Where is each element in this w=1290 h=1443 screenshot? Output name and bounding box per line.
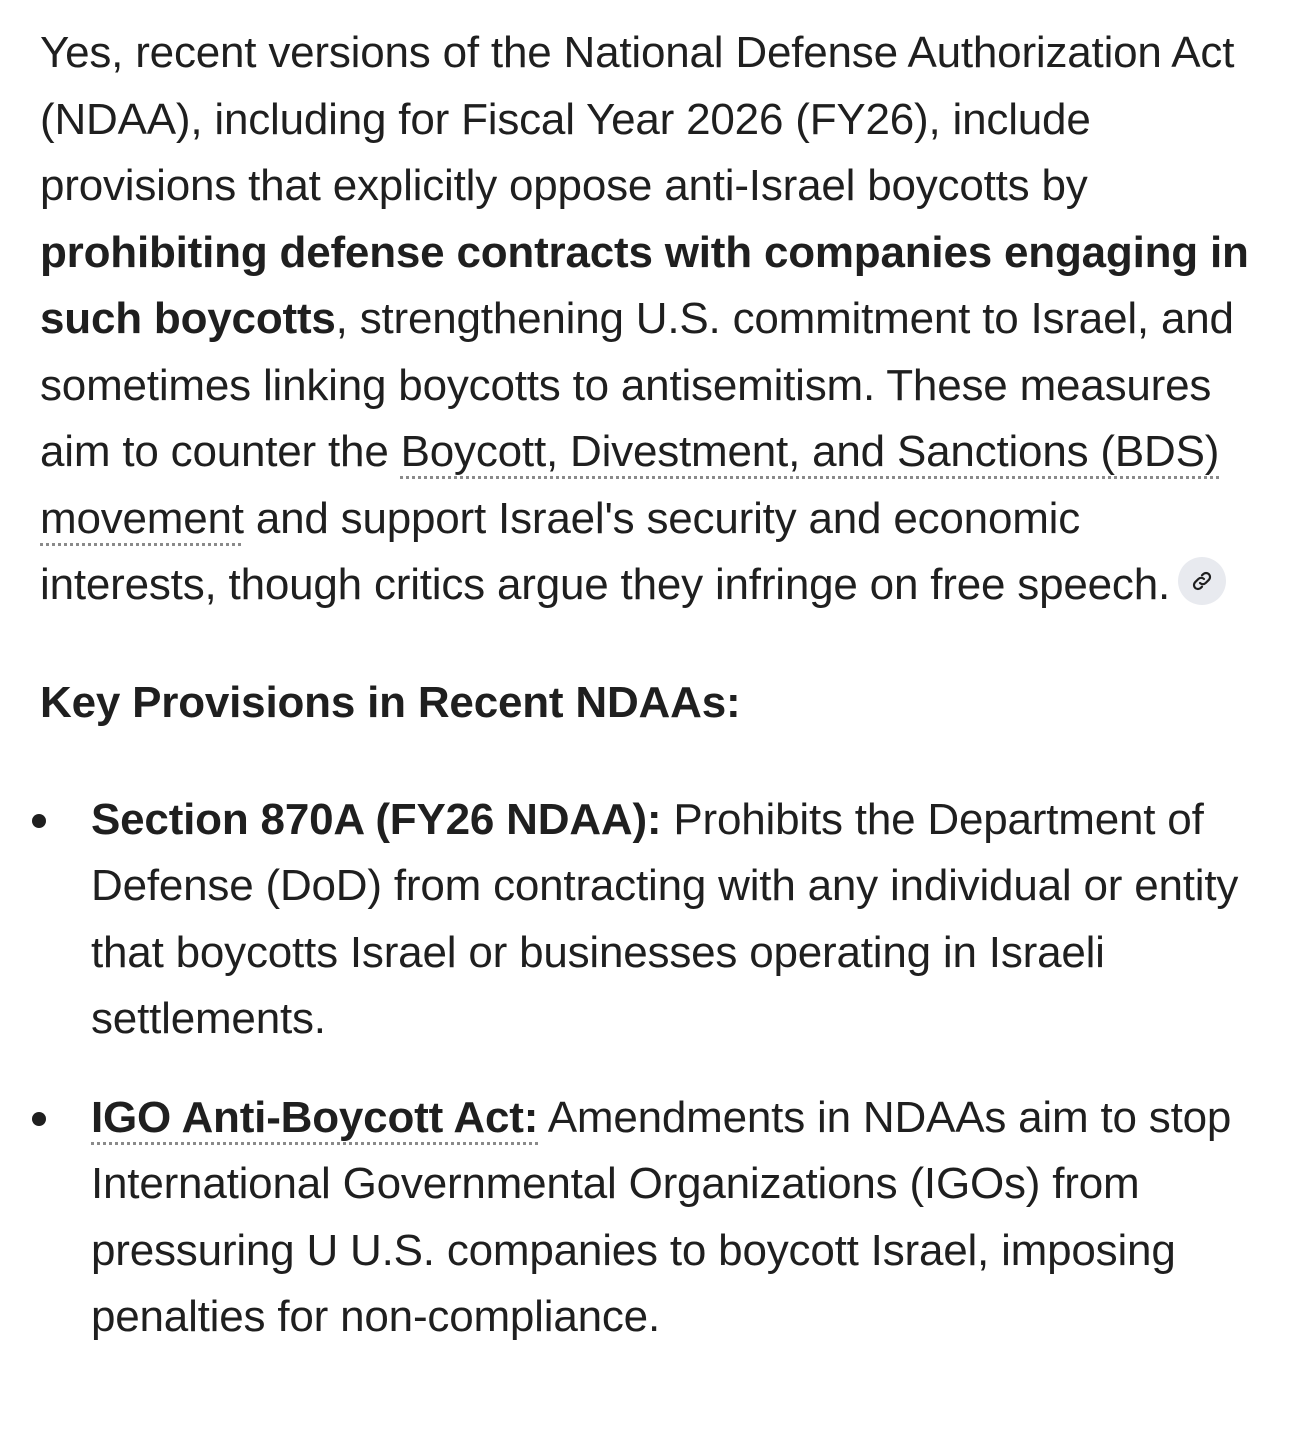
link-icon [1190,569,1214,593]
igo-act-link[interactable]: IGO Anti-Boycott Act: [91,1092,539,1142]
list-item-title: Section 870A (FY26 NDAA): [91,794,662,844]
response-content [40,20,1255,1383]
section-heading: Key Provisions in Recent NDAAs: [40,677,741,727]
list-item [40,787,1255,1053]
intro-text-1: Yes, recent versions of the National Defense Authorization Act (NDAA), including for Fiscal Year 2026 (FY26), include provisions that explicitly oppose anti-Israel boycotts by [40,28,1235,210]
list-item-text: Prohibits the Department of Defense (DoD) from contracting with any individual or entity that boycotts Israel or businesses operating in Israeli settlements. [91,794,1239,1043]
list-item [40,1085,1255,1351]
provisions-list [40,787,1255,1351]
intro-text-2: , strengthening U.S. commitment to Israel, and sometimes linking boycotts to antisemitism. These measures aim to counter the [40,294,1234,476]
bullet-icon [32,1112,46,1126]
bullet-icon [32,814,46,828]
list-item-text: Amendments in NDAAs aim to stop International Governmental Organizations (IGOs) from pressuring U U.S. companies to boycott Israel, imposing penalties for non-compliance. [91,1092,1232,1341]
intro-paragraph [40,20,1255,619]
intro-text-3: and support Israel's security and economic interests, though critics argue they infringe on free speech. [40,493,1170,609]
bds-movement-link[interactable]: Boycott, Divestment, and Sanctions (BDS) movement [40,427,1220,543]
source-link-button[interactable] [1178,557,1226,605]
intro-bold-phrase: prohibiting defense contracts with companies engaging in such boycotts [40,227,1249,343]
